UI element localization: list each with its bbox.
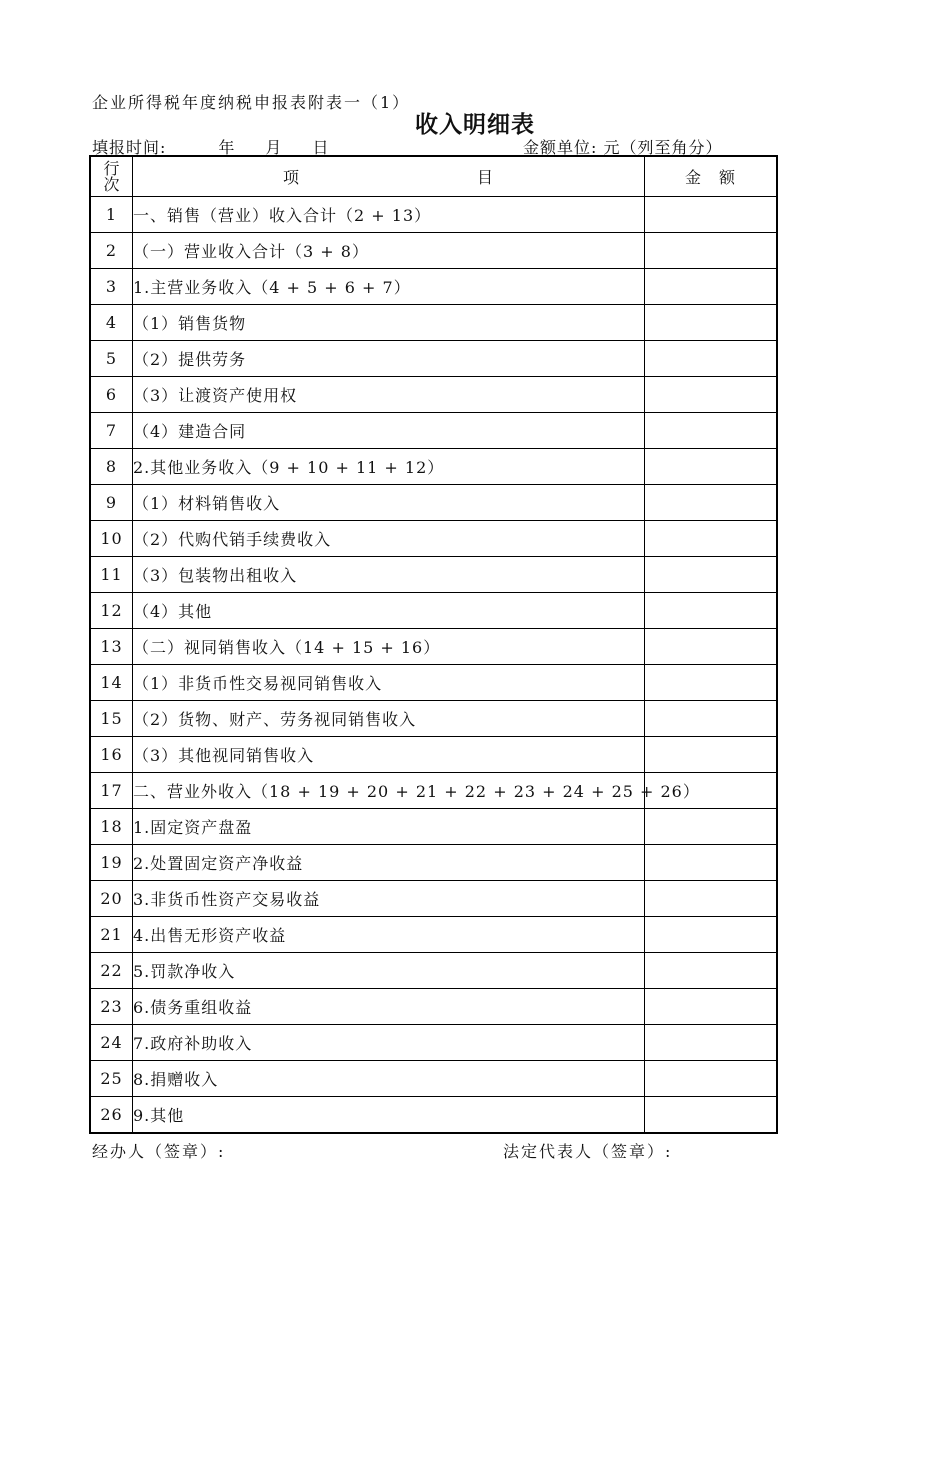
row-number: 19	[90, 845, 133, 881]
row-amount-field[interactable]	[645, 233, 778, 269]
row-amount-field[interactable]	[645, 665, 778, 701]
table-row	[90, 989, 777, 1025]
table-row	[90, 701, 777, 737]
table-row	[90, 485, 777, 521]
row-number: 1	[90, 197, 133, 233]
row-number: 13	[90, 629, 133, 665]
row-amount-field[interactable]	[645, 737, 778, 773]
row-amount-field[interactable]	[645, 413, 778, 449]
row-amount-field[interactable]	[645, 341, 778, 377]
fill-time-label: 填报时间:	[92, 138, 167, 157]
row-number: 18	[90, 809, 133, 845]
row-amount-field[interactable]	[645, 701, 778, 737]
row-item: 4.出售无形资产收益	[133, 917, 645, 953]
row-number: 10	[90, 521, 133, 557]
row-item: （二）视同销售收入（14 + 15 + 16）	[133, 629, 645, 665]
row-item: （2）提供劳务	[133, 341, 645, 377]
row-number: 26	[90, 1097, 133, 1134]
row-item: （1）销售货物	[133, 305, 645, 341]
row-number: 9	[90, 485, 133, 521]
table-row	[90, 809, 777, 845]
table-row	[90, 1025, 777, 1061]
handler-signature: 经办人（签章）:	[92, 1142, 226, 1161]
table-row	[90, 593, 777, 629]
table-row	[90, 557, 777, 593]
row-number: 2	[90, 233, 133, 269]
row-amount-field[interactable]	[645, 1025, 778, 1061]
col-header-row-no: 行次	[90, 156, 133, 197]
table-row	[90, 917, 777, 953]
table-row	[90, 845, 777, 881]
table-row	[90, 449, 777, 485]
row-amount-field[interactable]	[645, 809, 778, 845]
row-number: 16	[90, 737, 133, 773]
table-row	[90, 269, 777, 305]
row-number: 24	[90, 1025, 133, 1061]
table-header-row	[90, 156, 777, 197]
row-item: （3）让渡资产使用权	[133, 377, 645, 413]
row-amount-field[interactable]	[645, 917, 778, 953]
form-subtitle: 企业所得税年度纳税申报表附表一（1）	[92, 93, 411, 112]
table-row	[90, 1097, 777, 1134]
table-row	[90, 233, 777, 269]
row-amount-field[interactable]	[645, 953, 778, 989]
row-item: （3）包装物出租收入	[133, 557, 645, 593]
col-header-item	[133, 156, 645, 197]
col-header-item-left: 项	[283, 168, 301, 187]
row-item: 2.处置固定资产净收益	[133, 845, 645, 881]
row-number: 6	[90, 377, 133, 413]
row-item: 1.固定资产盘盈	[133, 809, 645, 845]
table-row	[90, 737, 777, 773]
row-item: 2.其他业务收入（9 + 10 + 11 + 12）	[133, 449, 645, 485]
table-row	[90, 305, 777, 341]
table-row	[90, 1061, 777, 1097]
row-number: 8	[90, 449, 133, 485]
row-item: 3.非货币性资产交易收益	[133, 881, 645, 917]
table-row	[90, 341, 777, 377]
col-header-amount: 金 额	[645, 156, 778, 197]
row-amount-field[interactable]	[645, 269, 778, 305]
row-number: 17	[90, 773, 133, 809]
row-item: 二、营业外收入（18 + 19 + 20 + 21 + 22 + 23 + 24 + 25 + 26）	[133, 773, 645, 809]
row-item: （1）非货币性交易视同销售收入	[133, 665, 645, 701]
row-amount-field[interactable]	[645, 557, 778, 593]
row-number: 21	[90, 917, 133, 953]
day-label: 日	[312, 138, 330, 157]
month-label: 月	[265, 138, 283, 157]
row-number: 11	[90, 557, 133, 593]
year-label: 年	[218, 138, 236, 157]
table-row	[90, 377, 777, 413]
income-detail-table	[89, 155, 778, 1134]
row-number: 25	[90, 1061, 133, 1097]
row-item: 8.捐赠收入	[133, 1061, 645, 1097]
row-number: 7	[90, 413, 133, 449]
row-item: 一、销售（营业）收入合计（2 + 13）	[133, 197, 645, 233]
row-amount-field[interactable]	[645, 485, 778, 521]
amount-unit: 金额单位: 元（列至角分）	[523, 138, 723, 157]
page-title: 收入明细表	[415, 112, 535, 138]
row-item: （3）其他视同销售收入	[133, 737, 645, 773]
table-row	[90, 773, 777, 809]
row-amount-field[interactable]	[645, 629, 778, 665]
row-number: 15	[90, 701, 133, 737]
row-number: 5	[90, 341, 133, 377]
row-item: 1.主营业务收入（4 + 5 + 6 + 7）	[133, 269, 645, 305]
row-item: 9.其他	[133, 1097, 645, 1134]
row-amount-field[interactable]	[645, 377, 778, 413]
table-row	[90, 521, 777, 557]
row-amount-field[interactable]	[645, 449, 778, 485]
row-number: 12	[90, 593, 133, 629]
legal-rep-signature: 法定代表人（签章）:	[503, 1142, 673, 1161]
row-amount-field[interactable]	[645, 197, 778, 233]
row-item: 7.政府补助收入	[133, 1025, 645, 1061]
row-number: 20	[90, 881, 133, 917]
row-amount-field[interactable]	[645, 989, 778, 1025]
table-row	[90, 953, 777, 989]
row-number: 4	[90, 305, 133, 341]
row-amount-field[interactable]	[645, 845, 778, 881]
table-row	[90, 881, 777, 917]
table-row	[90, 413, 777, 449]
row-amount-field[interactable]	[645, 521, 778, 557]
row-number: 14	[90, 665, 133, 701]
row-item: （2）货物、财产、劳务视同销售收入	[133, 701, 645, 737]
row-item: （4）其他	[133, 593, 645, 629]
row-item: （2）代购代销手续费收入	[133, 521, 645, 557]
row-item: （一）营业收入合计（3 + 8）	[133, 233, 645, 269]
row-item: （1）材料销售收入	[133, 485, 645, 521]
row-amount-field[interactable]	[645, 305, 778, 341]
row-item: 6.债务重组收益	[133, 989, 645, 1025]
row-amount-field[interactable]	[645, 1061, 778, 1097]
row-number: 22	[90, 953, 133, 989]
row-item: （4）建造合同	[133, 413, 645, 449]
row-amount-field[interactable]	[645, 593, 778, 629]
row-amount-field[interactable]	[645, 1097, 778, 1134]
row-number: 3	[90, 269, 133, 305]
table-row	[90, 665, 777, 701]
row-number: 23	[90, 989, 133, 1025]
col-header-item-right: 目	[476, 168, 494, 187]
table-row	[90, 629, 777, 665]
row-amount-field[interactable]	[645, 881, 778, 917]
row-item: 5.罚款净收入	[133, 953, 645, 989]
table-row	[90, 197, 777, 233]
